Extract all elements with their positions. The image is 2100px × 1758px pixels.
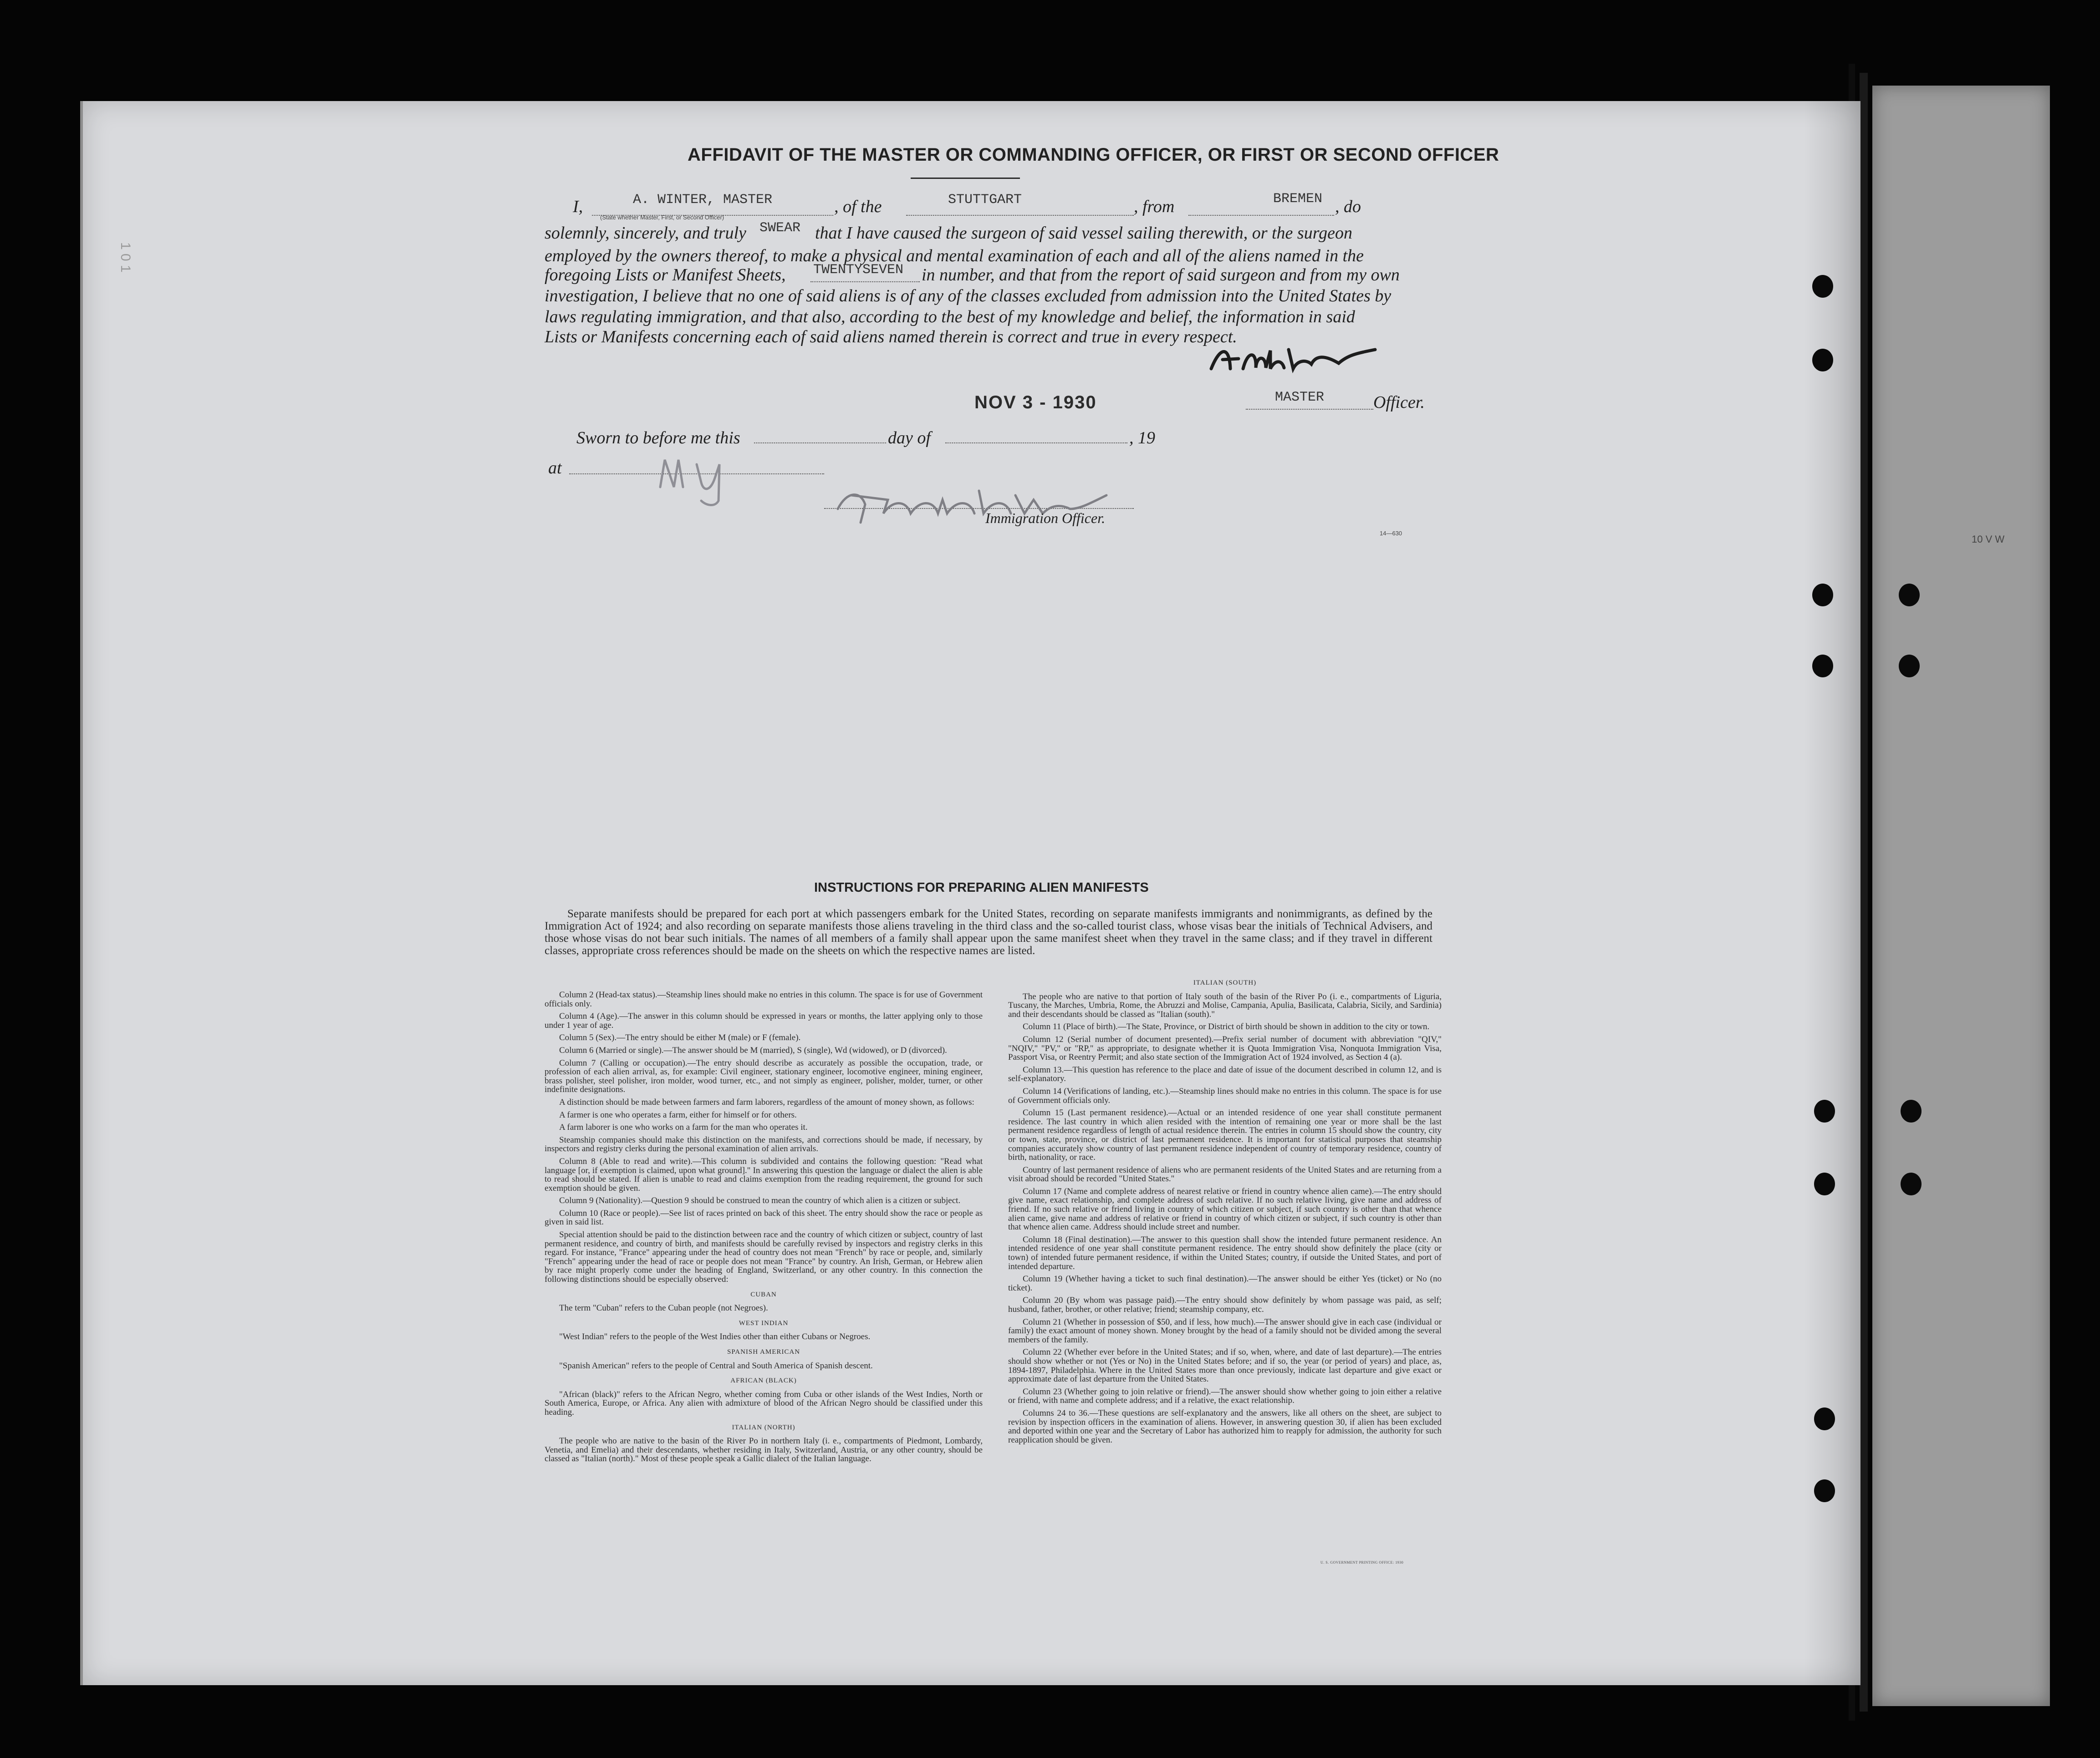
affidavit-line4b: in number, and that from the report of said surgeon and from my own [922, 265, 1400, 285]
affidavit-title: AFFIDAVIT OF THE MASTER OR COMMANDING OFFICER, OR FIRST OR SECOND OFFICER [688, 145, 1499, 165]
printer-imprint: U. S. GOVERNMENT PRINTING OFFICE: 1930 [1320, 1560, 1404, 1565]
right-col-para: Column 12 (Serial number of document presented).—Prefix serial number of document with abbreviation "QIV," "NQIV," "PV," or "RP," as appropriate, to designate whether it is Quota Immigration Visa, Nonquota Immigration Visa, Passport Visa, or Reentry Permit; and also state section of the Immigration Act of 1924 involved, as Section 4 (a). [1008, 1034, 1442, 1062]
italian-north-text: The people who are native to the basin of the River Po in northern Italy (i. e., compartments of Piedmont, Lombardy, Venetia, and Emelia) and their descendants, whether residing in Italy, Switzerland, Austria, or any other country, should be classed as "Italian (north)." Most of these people speak a Gallic dialect of the Italian language. [545, 1436, 983, 1464]
officer-rank-field: MASTER [1275, 390, 1325, 405]
right-col-para: Column 19 (Whether having a ticket to such final destination).—The answer should be either Yes (ticket) or No (no ticket). [1008, 1274, 1442, 1293]
left-col-para: Column 7 (Calling or occupation).—The entry should describe as accurately as possible the occupation, trade, or profession of each alien arrival, as, for example: Civil engineer, stationary engineer, locomotive engineer, mining engineer, brass polisher, steel polisher, iron molder, wood turner, etc., and not simply as engineer, polisher, molder, turner, or other indefinite designations. [545, 1058, 983, 1095]
date-stamp: NOV 3 - 1930 [974, 392, 1097, 412]
affidavit-line7: Lists or Manifests concerning each of said aliens named therein is correct and true in every respect. [545, 327, 1237, 346]
punch-hole [1812, 349, 1833, 371]
do-label: , do [1335, 197, 1361, 216]
right-col-para: Columns 24 to 36.—These questions are self-explanatory and the answers, like all others on the sheet, are subject to revision by inspection officers in the examination of aliens. However, in answering question 30, if alien has been excluded and deported within one year and the Secretary of Labor has authorized him to reapply for admission, the authority for such reapplication should be given. [1008, 1408, 1442, 1445]
punch-hole [1812, 275, 1833, 298]
left-col-para: Column 8 (Able to read and write).—This column is subdivided and contains the following question: "Read what language [or, if exemption is claimed, upon what ground]." In answering this question the language or dialect the alien is able to read should be stated. If alien is unable to read and claims exemption from the reading requirement, the ground for such exemption should be given. [545, 1156, 983, 1193]
from-label: , from [1134, 197, 1175, 216]
left-col-para: Column 4 (Age).—The answer in this column should be expressed in years or months, the latter applying only to those under 1 year of age. [545, 1011, 983, 1030]
right-col-para: Column 20 (By whom was passage paid).—The entry should show definitely by whom passage was paid, as self; husband, father, brother, or other relative; friend; steamship company, etc. [1008, 1296, 1442, 1314]
west-indian-heading: WEST INDIAN [739, 1319, 789, 1327]
year-label: , 19 [1129, 428, 1155, 447]
sheets-count-field: TWENTYSEVEN [813, 262, 904, 278]
rank-note: (State whether Master, First, or Second Officer) [600, 214, 724, 221]
right-col-para: The people who are native to that portion of Italy south of the basin of the River Po (i. e., compartments of Liguria, Tuscany, the Marches, Umbria, Rome, the Abruzzi and Molise, Campania, Apulia, Basilicata, Calabria, Sicily, and Sardinia) and their descendants should be classed as "Italian (south)." [1008, 991, 1442, 1019]
binding-shadow [1860, 73, 1868, 1712]
title-underline [911, 178, 1020, 179]
left-col-para: A distinction should be made between farmers and farm laborers, regardless of the amount of money shown, as follows: [559, 1097, 974, 1107]
punch-hole [1814, 1173, 1835, 1195]
left-col-para: Column 6 (Married or single).—The answer should be M (married), S (single), Wd (widowed), or D (divorced). [559, 1045, 947, 1055]
instructions-title: INSTRUCTIONS FOR PREPARING ALIEN MANIFESTS [814, 880, 1149, 895]
right-col-para: Column 13.—This question has reference to the place and date of issue of the document described in column 12, and is self-explanatory. [1008, 1065, 1442, 1084]
punch-hole [1901, 1173, 1922, 1195]
african-heading: AFRICAN (BLACK) [730, 1377, 797, 1385]
left-col-para: Column 5 (Sex).—The entry should be either M (male) or F (female). [559, 1033, 801, 1043]
instructions-intro: Separate manifests should be prepared for each port at which passengers embark for the United States, recording on separate manifests immigrants and nonimmigrants, as defined by the Immigration Act of 1924; and also recording on separate manifests those aliens traveling in the third class and the so-called tourist class, whose visas bear the initials of Technical Advisers, and those whose visas do not bear such initials. The names of all members of a family shall appear upon the same manifest sheet when they travel in the same class; and if they travel in different classes, appropriate cross references should be made on the sheets on which the respective names are listed. [545, 908, 1432, 957]
instructions-left-column [545, 991, 983, 1578]
sworn-label: Sworn to before me this [576, 428, 740, 447]
punch-hole [1901, 1100, 1922, 1123]
right-col-para: Country of last permanent residence of aliens who are permanent residents of the United States and are returning from a visit abroad should be recorded "United States." [1008, 1165, 1442, 1184]
west-indian-text: "West Indian" refers to the people of the West Indies other than either Cubans or Negroes. [559, 1332, 871, 1342]
at-label: at [548, 458, 562, 478]
punch-hole [1814, 1407, 1835, 1430]
affidavit-i: I, [573, 197, 583, 216]
italian-north-heading: ITALIAN (NORTH) [732, 1423, 795, 1431]
left-col-para: Special attention should be paid to the distinction between race and the country of which citizen or subject, country of last permanent residence, and country of birth, and manifests should be carefully revised by inspectors and registry clerks in this regard. For instance, "France" appearing under the head of country does not mean "French" by race or people, and, similarly "French" appearing under the head of race or people does not mean "France" by country. An Irish, German, or Hebrew alien by race might properly come under the heading of England, Switzerland, or any other country. In this connection the following distinctions should be especially observed: [545, 1230, 983, 1285]
form-number: 14—630 [1380, 530, 1402, 537]
master-name-field: A. WINTER, MASTER [633, 192, 773, 208]
punch-hole [1814, 1100, 1835, 1123]
adjacent-page [1872, 86, 2050, 1706]
right-col-para: Column 21 (Whether in possession of $50, and if less, how much).—The answer should give in each case (individual or family) the exact amount of money shown. Money brought by the head of a family should not be divided among the several members of the family. [1008, 1317, 1442, 1345]
day-of-label: day of [888, 428, 931, 447]
punch-hole [1812, 584, 1833, 606]
right-col-para: Column 23 (Whether going to join relative or friend).—The answer should show whether going to join either a relative or friend, with name and complete address; and if a relative, the exact relationship. [1008, 1387, 1442, 1406]
immigration-officer-label: Immigration Officer. [985, 510, 1106, 526]
affidavit-line5: investigation, I believe that no one of said aliens is of any of the classes excluded from admission into the United States by [545, 286, 1392, 305]
location-handwriting [651, 442, 751, 510]
affidavit-line3: employed by the owners thereof, to make a physical and mental examination of each and all of the aliens named in the [545, 246, 1364, 265]
affidavit-line6: laws regulating immigration, and that also, according to the best of my knowledge and belief, the information in said [545, 307, 1355, 326]
right-col-para: Column 22 (Whether ever before in the United States; and if so, when, where, and date of last departure).—The entries should show whether or not (Yes or No) in the United States before; and if so, the year (or period of years) and place, as, 1894-1897, Philadelphia. Where in the United States more than once previously, indicate last departure and give exact or approximate date of last departure from the United States. [1008, 1347, 1442, 1384]
cuban-heading: CUBAN [750, 1291, 777, 1298]
right-col-para: Column 17 (Name and complete address of nearest relative or friend in country whence alien came).—The entry should give name, exact relationship, and complete address of such relative. If no such relative living, give name and address of friend. If no such relative or friend living in country of which citizen or subject, if such country is other than that whence alien came, give name and address of relative or friend in country of which citizen or subject, if such country is other than that whence alien came. Address should include street and number. [1008, 1186, 1442, 1232]
spanish-american-heading: SPANISH AMERICAN [727, 1348, 800, 1356]
cuban-text: The term "Cuban" refers to the Cuban people (not Negroes). [559, 1303, 768, 1313]
affidavit-line2: that I have caused the surgeon of said vessel sailing therewith, or the surgeon [815, 224, 1352, 243]
right-col-para: Column 18 (Final destination).—The answer to this question shall show the intended future permanent residence. An intended residence of one year shall constitute permanent residence. The entry should show definitely the place (city or town) of intended future permanent residence, if within the United States; country, if outside the United States, and port of intended departure. [1008, 1235, 1442, 1271]
left-col-para: Steamship companies should make this distinction on the manifests, and corrections should be made, if necessary, by inspectors and registry clerks during the personal examination of alien arrivals. [545, 1135, 983, 1154]
solemnly-text: solemnly, sincerely, and truly [545, 224, 746, 243]
port-name-field: BREMEN [1273, 191, 1323, 207]
right-col-para: Column 11 (Place of birth).—The State, Province, or District of birth should be shown in addition to the city or town. [1023, 1022, 1430, 1032]
left-col-para: Column 10 (Race or people).—See list of races printed on back of this sheet. The entry should show the race or people as given in said list. [545, 1208, 983, 1227]
left-col-para: Column 9 (Nationality).—Question 9 should be construed to mean the country of which alien is a citizen or subject. [559, 1196, 961, 1206]
left-col-para: A farm laborer is one who works on a farm for the man who operates it. [559, 1123, 808, 1133]
of-the-label: , of the [834, 197, 882, 216]
officer-label: Officer. [1373, 393, 1425, 412]
left-margin-mark: 1 0 1 [118, 242, 133, 273]
punch-hole [1814, 1479, 1835, 1502]
italian-south-heading: ITALIAN (SOUTH) [1193, 979, 1257, 986]
left-col-para: A farmer is one who operates a farm, either for himself or for others. [559, 1110, 797, 1120]
instructions-right-column [1008, 979, 1442, 1578]
left-col-para: Column 2 (Head-tax status).—Steamship lines should make no entries in this column. The space is for use of Government officials only. [545, 991, 983, 1009]
affidavit-line4a: foregoing Lists or Manifest Sheets, [545, 265, 786, 285]
punch-hole [1812, 655, 1833, 677]
oath-field: SWEAR [759, 220, 801, 236]
right-col-para: Column 15 (Last permanent residence).—Actual or an intended residence of one year shall constitute permanent residence. The last country in which alien resided with the intention of remaining one year or more shall be the last permanent residence regardless of length of actual residence therein. The entries in column 15 should show the country, city or town, state, province, or district of last permanent residence. It is important for statistical purposes that steamship companies accurately show country of last permanent residence independent of country of temporary residence, country of birth, nationality, or race. [1008, 1108, 1442, 1163]
right-col-para: Column 14 (Verifications of landing, etc.).—Steamship lines should make no entries in this column. The space is for use of Government officials only. [1008, 1086, 1442, 1105]
right-margin-mark: 10 V W [1972, 533, 2005, 545]
african-text: "African (black)" refers to the African Negro, whether coming from Cuba or other islands of the West Indies, North or South America, Europe, or Africa. Any alien with admixture of blood of the African Negro should be classified under this heading. [545, 1389, 983, 1417]
master-signature [1202, 337, 1398, 387]
punch-hole [1899, 655, 1920, 677]
punch-hole [1899, 584, 1920, 606]
vessel-name-field: STUTTGART [948, 192, 1022, 208]
spanish-american-text: "Spanish American" refers to the people of Central and South America of Spanish descent. [559, 1361, 873, 1371]
